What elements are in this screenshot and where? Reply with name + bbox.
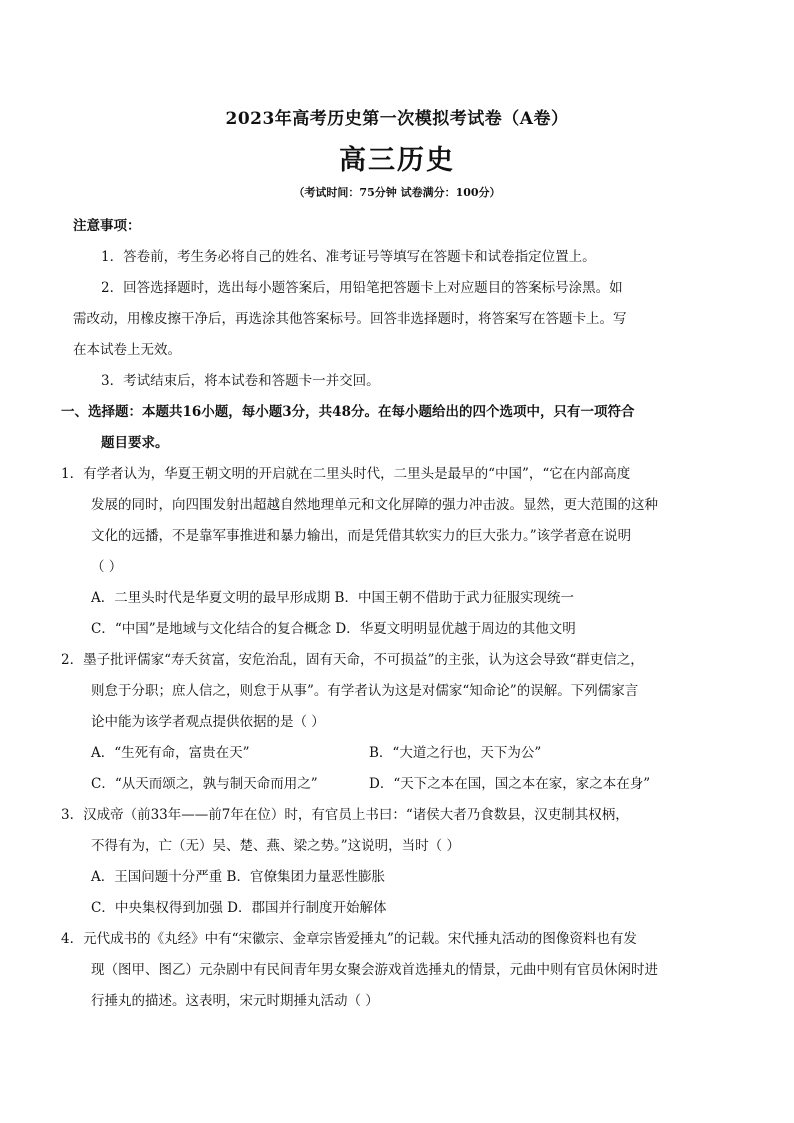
subject-title: 高三历史	[339, 145, 455, 176]
q3-stem-line-2: 不得有为，亡（无）吴、楚、燕、梁之势。”这说明，当时（ ）	[91, 838, 460, 854]
notice-item-2-line-3: 在本试卷上无效。	[73, 342, 181, 358]
q1-stem-line-2: 发展的同时，向四围发射出超越自然地理单元和文化屏障的强力冲击波。显然，更大范围的这种	[91, 497, 658, 513]
q1-stem-line-1: 1．有学者认为，华夏王朝文明的开启就在二里头时代，二里头是最早的“中国”，“它在内部高度	[61, 466, 631, 482]
q2-option-a: A．“生死有命，富贵在天”	[91, 745, 250, 761]
q4-stem-line-1: 4．元代成书的《丸经》中有“宋徽宗、金章宗皆爱捶丸”的记载。宋代捶丸活动的图像资料也有发	[61, 931, 637, 947]
q1-options-ab: A．二里头时代是华夏文明的最早形成期 B．中国王朝不借助于武力征服实现统一	[91, 590, 574, 606]
q2-stem-line-3: 论中能为该学者观点提供依据的是（ ）	[91, 714, 325, 730]
q1-answer-blank: （ ）	[91, 559, 123, 575]
section-1-heading: 一、选择题：本题共16小题，每小题3分，共48分。在每小题给出的四个选项中，只有一项符合	[61, 404, 635, 420]
q3-options-ab: A．王国问题十分严重 B．官僚集团力量恶性膨胀	[91, 869, 385, 885]
q2-option-c: C．“从天而颂之，孰与制天命而用之”	[91, 776, 318, 792]
notice-item-1: 1．答卷前，考生务必将自己的姓名、准考证号等填写在答题卡和试卷指定位置上。	[101, 249, 596, 265]
q2-option-d: D．“天下之本在国，国之本在家，家之本在身”	[369, 776, 651, 792]
exam-info: （考试时间：75分钟 试卷满分：100分）	[293, 186, 501, 199]
q1-stem-line-3: 文化的远播，不是靠军事推进和暴力输出，而是凭借其软实力的巨大张力。”该学者意在说明	[91, 528, 632, 544]
q4-stem-line-3: 行捶丸的描述。这表明，宋元时期捶丸活动（ ）	[91, 993, 379, 1009]
q3-stem-line-1: 3．汉成帝（前33年——前7年在位）时，有官员上书曰：“诸侯大者乃食数县，汉吏制其权柄，	[61, 807, 629, 823]
q1-options-cd: C．“中国”是地域与文化结合的复合概念 D．华夏文明明显优越于周边的其他文明	[91, 621, 576, 637]
notice-item-3: 3．考试结束后，将本试卷和答题卡一并交回。	[101, 373, 380, 389]
q3-options-cd: C．中央集权得到加强 D．郡国并行制度开始解体	[91, 900, 387, 916]
exam-title: 2023年高考历史第一次模拟考试卷（A卷）	[225, 109, 569, 129]
notice-heading: 注意事项：	[73, 218, 141, 234]
notice-item-2-line-1: 2．回答选择题时，选出每小题答案后，用铅笔把答题卡上对应题目的答案标号涂黑。如	[101, 280, 623, 296]
notice-item-2-line-2: 需改动，用橡皮擦干净后，再选涂其他答案标号。回答非选择题时，将答案写在答题卡上。写	[73, 311, 627, 327]
q2-stem-line-1: 2．墨子批评儒家“寿夭贫富，安危治乱，固有天命，不可损益”的主张，认为这会导致“群吏信之，	[61, 652, 644, 668]
section-1-heading-cont: 题目要求。	[101, 435, 169, 451]
q2-stem-line-2: 则怠于分职；庶人信之，则怠于从事”。有学者认为这是对儒家“知命论”的误解。下列儒家言	[91, 683, 639, 699]
q4-stem-line-2: 现（图甲、图乙）元杂剧中有民间青年男女聚会游戏首选捶丸的情景，元曲中则有官员休闲时进	[91, 962, 658, 978]
q2-option-b: B．“大道之行也，天下为公”	[369, 745, 542, 761]
